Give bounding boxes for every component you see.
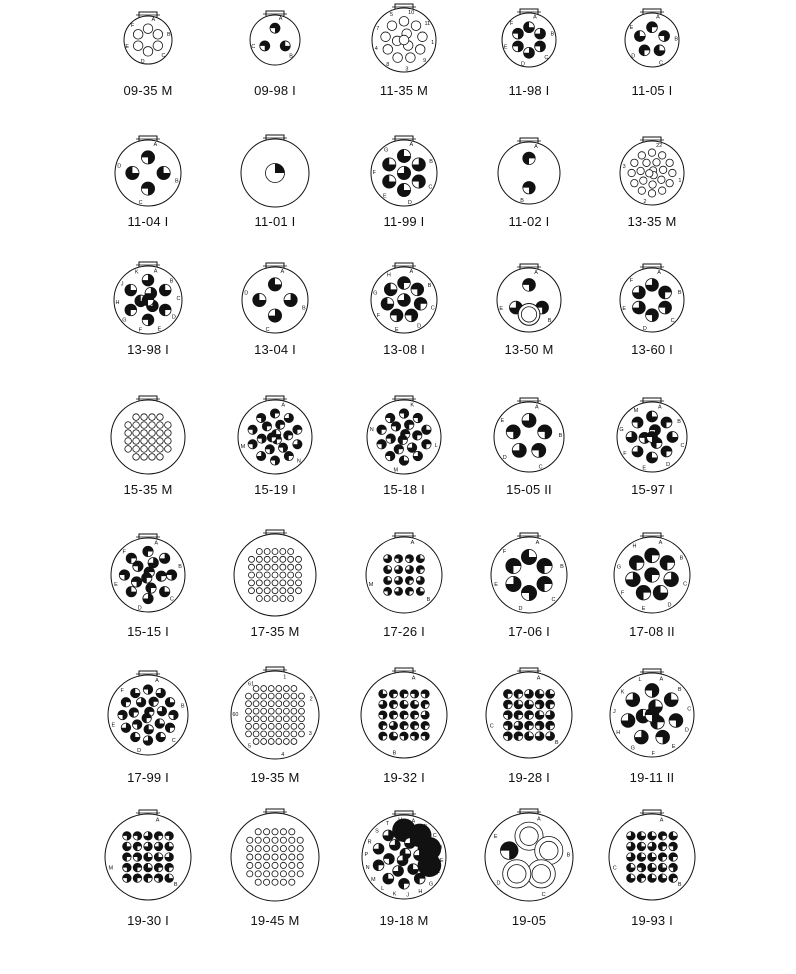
contact-label: D bbox=[667, 602, 672, 609]
connector-code-label: 11-04 I bbox=[127, 214, 169, 229]
contact-label: E bbox=[114, 581, 118, 588]
contact-label: D bbox=[137, 605, 142, 612]
contact-label: K bbox=[134, 269, 139, 276]
contact-label: B bbox=[554, 740, 559, 747]
contact-label: 4 bbox=[374, 45, 378, 52]
contact-label: G bbox=[373, 290, 378, 297]
contact-label: M bbox=[108, 865, 114, 872]
contact-label: B bbox=[677, 418, 681, 425]
contact-label: 5 bbox=[389, 12, 394, 19]
contact bbox=[658, 853, 667, 862]
contact-label: C bbox=[538, 464, 543, 471]
contact-label: B bbox=[679, 555, 684, 562]
contact-label: M bbox=[368, 582, 374, 589]
contact-label: J bbox=[406, 892, 410, 899]
contact-label: B bbox=[289, 53, 293, 60]
contact-label: E bbox=[622, 305, 627, 312]
connector-code-label: 17-08 II bbox=[629, 624, 675, 639]
contact-label: 1 bbox=[431, 40, 435, 47]
contact-label: E bbox=[394, 326, 399, 333]
contact-label: F bbox=[509, 21, 514, 28]
contact-label: C bbox=[138, 199, 143, 206]
contact bbox=[627, 853, 636, 862]
contact-label: D bbox=[438, 844, 443, 851]
contact-label: E bbox=[500, 418, 505, 425]
contact bbox=[637, 832, 646, 841]
contact-label: C bbox=[251, 44, 256, 51]
contact-label: A bbox=[155, 817, 160, 824]
contact-label: D bbox=[520, 61, 525, 68]
contact-label: B bbox=[520, 198, 524, 205]
contact bbox=[658, 832, 667, 841]
contact-label: C bbox=[428, 184, 433, 191]
contact bbox=[648, 853, 657, 862]
contact-label: E bbox=[499, 305, 504, 312]
contact-label: G bbox=[383, 147, 389, 154]
contact bbox=[669, 863, 678, 872]
contact-label: A bbox=[409, 269, 414, 276]
contact-label: A bbox=[155, 678, 159, 685]
contact-label: B bbox=[429, 158, 433, 165]
connector-code-label: 11-98 I bbox=[508, 83, 550, 98]
contact-label: K bbox=[410, 402, 415, 409]
contact-label: H bbox=[115, 299, 120, 306]
contact-label: A bbox=[281, 402, 286, 409]
contact-label: C bbox=[551, 596, 556, 603]
contact-label: A bbox=[410, 539, 415, 546]
connector-code-label: 13-50 M bbox=[504, 342, 554, 357]
contact-label: A bbox=[656, 14, 660, 21]
contact bbox=[669, 842, 678, 851]
contact-label: A bbox=[280, 269, 285, 276]
contact-label: M bbox=[240, 443, 246, 450]
contact-label: J bbox=[613, 708, 616, 715]
contact-label: M bbox=[633, 407, 639, 414]
contact-label: B bbox=[392, 750, 397, 757]
contact bbox=[658, 842, 667, 851]
contact-label: 3 bbox=[622, 163, 626, 170]
contact-label: A bbox=[151, 17, 156, 24]
contact-label: 7 bbox=[376, 26, 380, 33]
contact-label: H bbox=[418, 889, 423, 896]
connector-code-label: 15-35 M bbox=[123, 482, 173, 497]
contact bbox=[627, 863, 636, 872]
contact bbox=[669, 874, 678, 883]
contact-label: C bbox=[169, 596, 174, 603]
contact-label: F bbox=[372, 170, 376, 177]
contact-label: H bbox=[632, 543, 637, 550]
contact-label: D bbox=[496, 880, 501, 887]
contact bbox=[627, 832, 636, 841]
contact-label: L bbox=[434, 443, 438, 450]
connector-code-label: 11-05 I bbox=[631, 83, 673, 98]
contact-label: F bbox=[122, 549, 126, 556]
contact-label: G bbox=[630, 745, 635, 752]
contact-label: F bbox=[651, 750, 656, 757]
connector-code-label: 17-99 I bbox=[127, 770, 169, 785]
contact-label: R bbox=[367, 839, 372, 846]
connector-code-label: 15-19 I bbox=[254, 482, 296, 497]
contact-label: D bbox=[137, 747, 142, 754]
contact-label: D bbox=[502, 455, 507, 462]
contact-label: P bbox=[364, 852, 369, 859]
contact-label: D bbox=[518, 606, 523, 613]
contact-label: N bbox=[296, 458, 301, 465]
contact-label: B bbox=[566, 852, 571, 859]
contact-label: 61 bbox=[248, 681, 255, 688]
connector-code-label: 17-06 I bbox=[508, 624, 550, 639]
contact-label: E bbox=[629, 25, 634, 32]
contact-label: 11 bbox=[424, 21, 431, 28]
contact-label: H bbox=[386, 272, 391, 279]
contact-label: C bbox=[265, 326, 270, 333]
contact-label: F bbox=[620, 590, 625, 597]
contact-label: D bbox=[244, 290, 249, 297]
contact-label: G bbox=[428, 881, 434, 888]
contact-label: E bbox=[111, 722, 116, 729]
connector-code-label: 13-60 I bbox=[631, 342, 673, 357]
connector-code-label: 13-35 M bbox=[627, 214, 677, 229]
contact-label: D bbox=[642, 325, 647, 332]
contact-label: A bbox=[534, 143, 538, 150]
contact-label: F bbox=[120, 687, 124, 694]
contact-label: L bbox=[638, 677, 642, 684]
contact-label: 1 bbox=[678, 178, 682, 185]
contact-label: 8 bbox=[386, 61, 390, 68]
contact-label: B bbox=[166, 32, 171, 39]
contact-label: C bbox=[489, 723, 494, 730]
contact-label: E bbox=[503, 44, 508, 51]
connector-code-label: 19-45 M bbox=[250, 913, 300, 928]
contact bbox=[627, 842, 636, 851]
contact-label: L bbox=[381, 886, 385, 893]
contact-label: A bbox=[154, 540, 159, 547]
connector-code-label: 11-99 I bbox=[383, 214, 425, 229]
contact-label: D bbox=[631, 53, 636, 60]
contact-label: 1 bbox=[283, 674, 287, 681]
contact bbox=[627, 874, 636, 883]
contact-label: A bbox=[153, 142, 158, 149]
contact-label: C bbox=[430, 305, 435, 312]
contact-label: E bbox=[493, 833, 498, 840]
contact-label: H bbox=[616, 729, 621, 736]
contact-label: B bbox=[426, 596, 431, 603]
contact-label: A bbox=[536, 675, 541, 682]
contact-label: A bbox=[535, 539, 540, 546]
contact-label: A bbox=[659, 817, 664, 824]
contact-label: 9 bbox=[423, 58, 427, 65]
connector-code-label: 13-04 I bbox=[254, 342, 296, 357]
contact-label: B bbox=[677, 290, 682, 297]
contact-label: 2 bbox=[643, 198, 647, 205]
connector-code-label: 11-35 M bbox=[379, 83, 429, 98]
contact-label: C bbox=[541, 891, 546, 898]
contact-label: 22 bbox=[656, 143, 663, 150]
contact-label: D bbox=[117, 163, 122, 170]
contact-label: B bbox=[550, 31, 555, 38]
contact bbox=[637, 874, 646, 883]
contact-label: A bbox=[411, 675, 416, 682]
contact-label: D bbox=[140, 58, 145, 65]
contact-label: B bbox=[560, 563, 564, 570]
connector-code-label: 19-18 M bbox=[379, 913, 429, 928]
contact-label: A bbox=[409, 142, 414, 149]
contact-label: A bbox=[657, 270, 661, 277]
connector-code-label: 19-30 I bbox=[127, 913, 169, 928]
contact-label: E bbox=[157, 326, 162, 333]
connector-code-label: 13-08 I bbox=[383, 342, 425, 357]
contact-label: G bbox=[122, 317, 127, 324]
connector-code-label: 09-35 M bbox=[123, 83, 173, 98]
contact-label: E bbox=[383, 193, 387, 200]
contact-label: C bbox=[432, 832, 437, 839]
contact-label: D bbox=[407, 200, 412, 207]
contact bbox=[658, 874, 667, 883]
contact-label: J bbox=[120, 281, 124, 288]
connector-code-label: 17-26 I bbox=[383, 624, 425, 639]
contact-label: A bbox=[411, 818, 416, 825]
contact bbox=[648, 874, 657, 883]
connector-code-label: 19-05 bbox=[511, 913, 547, 928]
contact-label: B bbox=[301, 305, 306, 312]
contact-label: N bbox=[369, 426, 374, 433]
contact-label: B bbox=[674, 36, 679, 43]
contact-label: 2 bbox=[309, 696, 313, 703]
contact bbox=[637, 853, 646, 862]
contact-label: N bbox=[365, 865, 370, 872]
contact-label: B bbox=[180, 703, 185, 710]
contact bbox=[658, 863, 667, 872]
contact-label: B bbox=[178, 564, 182, 571]
contact-label: K bbox=[392, 891, 397, 898]
contact-label: A bbox=[533, 14, 537, 21]
connector-code-label: 15-18 I bbox=[383, 482, 425, 497]
contact-label: B bbox=[169, 278, 174, 285]
connector-code-label: 19-35 M bbox=[250, 770, 300, 785]
contact-label: F bbox=[629, 277, 634, 284]
contact-label: T bbox=[385, 820, 390, 827]
contact bbox=[637, 863, 646, 872]
contact-label: U bbox=[398, 817, 403, 824]
contact-label: K bbox=[620, 689, 625, 696]
contact-label: C bbox=[544, 54, 549, 61]
contact-label: D bbox=[417, 323, 422, 330]
contact-label: S bbox=[375, 828, 379, 835]
contact-label: E bbox=[439, 857, 444, 864]
contact-label: B bbox=[558, 432, 563, 439]
contact-label: C bbox=[171, 738, 176, 745]
contact-label: A bbox=[659, 676, 664, 683]
contact-label: C bbox=[176, 296, 181, 303]
contact-label: 4 bbox=[281, 751, 285, 758]
contact-label: A bbox=[534, 404, 539, 411]
contact-label: 60 bbox=[232, 711, 239, 718]
contact-label: M bbox=[393, 467, 399, 474]
contact-label: C bbox=[683, 581, 688, 588]
contact-label: A bbox=[278, 16, 283, 23]
connector-code-label: 11-02 I bbox=[508, 214, 550, 229]
connector-code-label: 15-15 I bbox=[127, 624, 169, 639]
contact-label: A bbox=[534, 270, 538, 277]
contact-label: F bbox=[436, 870, 441, 877]
contact-label: B bbox=[173, 882, 178, 889]
connector-code-label: 19-11 II bbox=[629, 770, 675, 785]
contact-label: E bbox=[671, 744, 676, 751]
contact-label: B bbox=[677, 882, 682, 889]
connector-code-label: 19-93 I bbox=[631, 913, 673, 928]
contact-label: D bbox=[666, 462, 671, 469]
contact-label: E bbox=[125, 43, 130, 50]
connector-code-label: 19-32 I bbox=[383, 770, 425, 785]
contact-label: F bbox=[623, 451, 627, 458]
contact-label: B bbox=[174, 178, 179, 185]
contact bbox=[648, 863, 657, 872]
contact-label: E bbox=[494, 582, 498, 589]
contact-label: D bbox=[684, 727, 689, 734]
contact-label: E bbox=[642, 465, 647, 472]
contact-label: A bbox=[153, 268, 158, 275]
connector-code-label: 13-98 I bbox=[127, 342, 169, 357]
contact-label: C bbox=[161, 53, 166, 60]
contact-label: F bbox=[376, 313, 381, 320]
contact bbox=[648, 842, 657, 851]
contact-label: 10 bbox=[408, 10, 415, 17]
contact-label: F bbox=[138, 327, 143, 334]
connector-code-label: 15-05 II bbox=[506, 482, 552, 497]
contact-label: B bbox=[547, 318, 552, 325]
contact-label: 5 bbox=[247, 743, 252, 750]
contact-label: G bbox=[616, 564, 622, 571]
contact-label: 3 bbox=[405, 66, 409, 73]
contact-label: C bbox=[680, 442, 685, 449]
connector-code-label: 11-01 I bbox=[254, 214, 296, 229]
contact-label: 3 bbox=[308, 731, 312, 738]
contact bbox=[669, 853, 678, 862]
contact-label: C bbox=[670, 318, 675, 325]
contact-label: B bbox=[427, 282, 432, 289]
contact-label: A bbox=[658, 539, 663, 546]
contact-label: F bbox=[130, 22, 135, 29]
contact-label: A bbox=[536, 816, 541, 823]
contact-label: F bbox=[502, 549, 507, 556]
connector-code-label: 17-35 M bbox=[250, 624, 300, 639]
contact-label: C bbox=[658, 60, 663, 67]
contact bbox=[637, 842, 646, 851]
connector-code-label: 09-98 I bbox=[254, 83, 296, 98]
contact-label: A bbox=[657, 404, 662, 411]
contact bbox=[648, 832, 657, 841]
contact-label: G bbox=[619, 427, 624, 434]
contact-label: C bbox=[687, 706, 692, 713]
connector-code-label: 15-97 I bbox=[631, 482, 673, 497]
contact-label: C bbox=[612, 865, 617, 872]
contact-label: D bbox=[171, 314, 176, 321]
contact-label: M bbox=[370, 877, 376, 884]
contact-label: B bbox=[423, 823, 428, 830]
connector-code-label: 19-28 I bbox=[508, 770, 550, 785]
contact bbox=[669, 832, 678, 841]
contact-label: B bbox=[677, 687, 682, 694]
contact-label: E bbox=[641, 606, 646, 613]
